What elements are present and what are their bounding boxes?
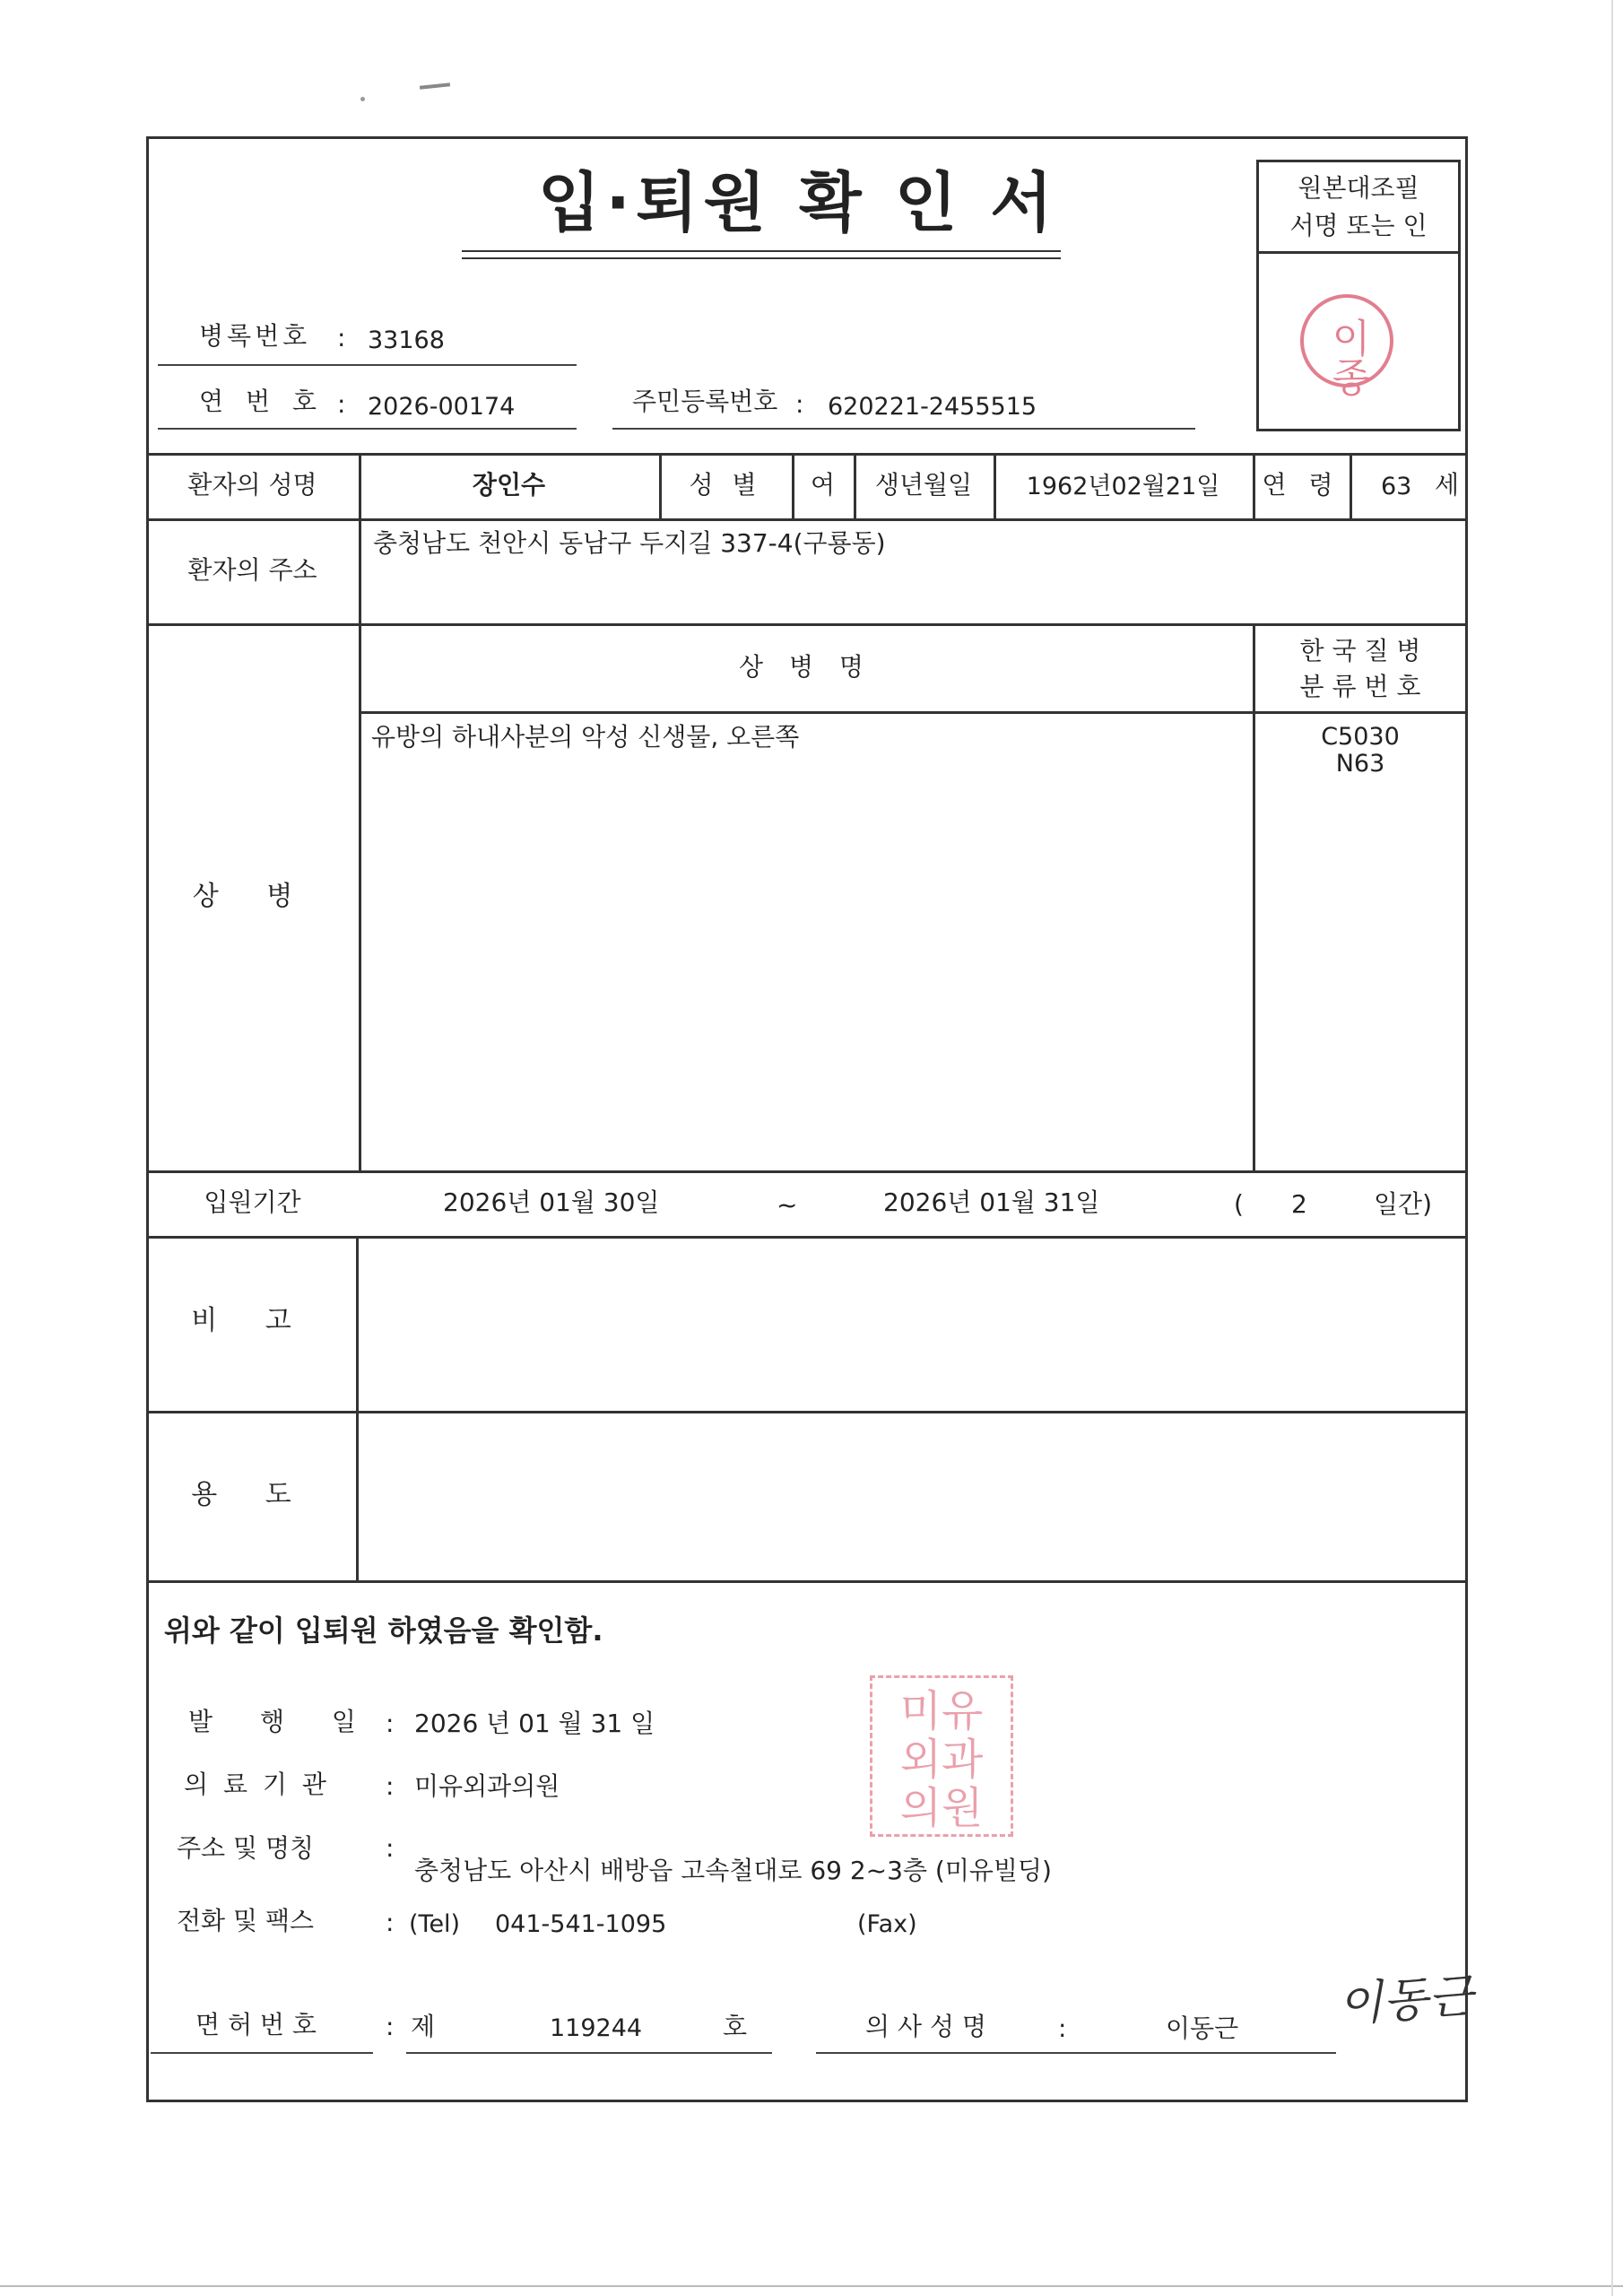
name-row-bottom-line [146, 518, 1468, 521]
label-column-line-lower [356, 1236, 359, 1580]
record-no-colon: : [337, 323, 346, 352]
doctor-name: 이동근 [1166, 2013, 1239, 2043]
license-colon: : [386, 2012, 395, 2041]
admission-days: 2 [1291, 1189, 1307, 1219]
license-number-underline [406, 2052, 772, 2054]
seal-stamp [1300, 294, 1393, 396]
diagnosis-bottom-line [146, 1170, 1468, 1173]
resident-no-value: 620221-2455515 [828, 393, 1037, 421]
admission-paren-open: ( [1234, 1189, 1244, 1219]
issue-date-label: 발 행 일 [188, 1707, 376, 1736]
birth-label: 생년월일 [874, 470, 973, 500]
resident-no-label: 주민등록번호 [632, 387, 778, 416]
birth-value: 1962년02월21일 [1026, 473, 1220, 500]
diagnosis-name-header: 상 병 명 [739, 652, 872, 682]
title-underline [462, 250, 1061, 252]
label-column-line [359, 453, 361, 1170]
license-suffix: 호 [723, 2012, 748, 2041]
sex-label: 성 별 [689, 470, 762, 500]
record-no-underline [158, 364, 577, 366]
age-label-col-right-line [1350, 453, 1352, 518]
license-prefix: 제 [411, 2012, 436, 2041]
license-number: 119244 [550, 2014, 643, 2042]
original-box-divider [1256, 251, 1461, 254]
scan-mark [420, 83, 450, 90]
doctor-colon: : [1058, 2013, 1067, 2043]
doctor-signature: 이동근 [1336, 1969, 1475, 2033]
code-header-line2: 분 류 번 호 [1299, 672, 1421, 701]
license-label: 면 허 번 호 [195, 2010, 317, 2039]
age-value: 63 [1381, 473, 1412, 500]
table-top-line [146, 453, 1468, 456]
code-header-line1: 한 국 질 병 [1299, 636, 1421, 665]
issue-address-colon: : [386, 1833, 395, 1863]
sex-value: 여 [810, 470, 836, 500]
resident-no-underline [612, 428, 1195, 430]
institution-stamp [870, 1675, 1013, 1837]
scan-right-edge [1611, 0, 1613, 2296]
code-column-line [1253, 623, 1255, 1170]
institution-stamp-text: 미유외과의원 [899, 1686, 984, 1833]
phone-label: 전화 및 팩스 [177, 1906, 315, 1935]
patient-name-value: 장인수 [472, 470, 546, 500]
address-label: 환자의 주소 [187, 555, 317, 585]
institution-value: 미유외과의원 [414, 1771, 560, 1801]
doctor-label: 의 사 성 명 [865, 2012, 986, 2041]
phone-colon: : [386, 1908, 395, 1937]
issue-date-value: 2026 년 01 월 31 일 [414, 1709, 655, 1738]
admission-end: 2026년 01월 31일 [883, 1187, 1100, 1217]
diagnosis-header-bottom-line [359, 711, 1468, 714]
diagnosis-text: 유방의 하내사분의 악성 신생물, 오른쪽 [371, 722, 800, 752]
issue-date-colon: : [386, 1709, 395, 1738]
purpose-label: 용 도 [191, 1479, 311, 1510]
tel-value: 041-541-1095 [495, 1910, 667, 1938]
purpose-bottom-line [146, 1580, 1468, 1583]
record-no-label: 병록번호 [199, 321, 311, 351]
admission-tilde: ~ [777, 1190, 798, 1220]
confirmation-statement: 위와 같이 입퇴원 하였음을 확인함. [164, 1613, 603, 1648]
age-unit: 세 [1435, 470, 1460, 500]
diagnosis-code-2: N63 [1335, 750, 1385, 778]
admission-label: 입원기간 [204, 1187, 301, 1217]
document-title: 입·퇴원 확 인 서 [538, 165, 1058, 240]
diagnosis-code-1: C5030 [1321, 723, 1400, 751]
doctor-underline [816, 2052, 1336, 2054]
issue-address-value: 충청남도 아산시 배방읍 고속철대로 69 2~3층 (미유빌딩) [414, 1856, 1052, 1885]
address-row-bottom-line [146, 623, 1468, 626]
institution-label: 의 료 기 관 [184, 1770, 330, 1799]
title-underline-2 [462, 257, 1061, 259]
admission-bottom-line [146, 1236, 1468, 1239]
license-label-underline [151, 2052, 373, 2054]
scan-dot [360, 97, 365, 101]
serial-underline [158, 428, 577, 430]
address-value: 충청남도 천안시 동남구 두지길 337-4(구룡동) [373, 528, 886, 558]
remarks-bottom-line [146, 1411, 1468, 1413]
remarks-label: 비 고 [191, 1305, 311, 1336]
admission-start: 2026년 01월 30일 [443, 1187, 660, 1217]
serial-label: 연 번 호 [199, 387, 324, 416]
institution-colon: : [386, 1771, 395, 1801]
diagnosis-section-label: 상 병 [192, 881, 313, 912]
resident-no-colon: : [795, 389, 804, 419]
age-label: 연 령 [1262, 470, 1341, 500]
fax-label: (Fax) [857, 1910, 917, 1938]
serial-colon: : [337, 389, 346, 419]
original-box-line2: 서명 또는 인 [1289, 211, 1428, 240]
original-box-line1: 원본대조필 [1298, 173, 1419, 203]
admission-days-unit: 일간) [1374, 1189, 1433, 1219]
record-no-value: 33168 [368, 326, 445, 354]
seal-text: 이종 [1324, 317, 1370, 396]
scan-bottom-edge [0, 2285, 1623, 2287]
patient-name-label: 환자의 성명 [187, 470, 317, 500]
issue-address-label: 주소 및 명칭 [177, 1833, 315, 1863]
tel-label: (Tel) [409, 1910, 461, 1938]
serial-value: 2026-00174 [368, 393, 516, 421]
